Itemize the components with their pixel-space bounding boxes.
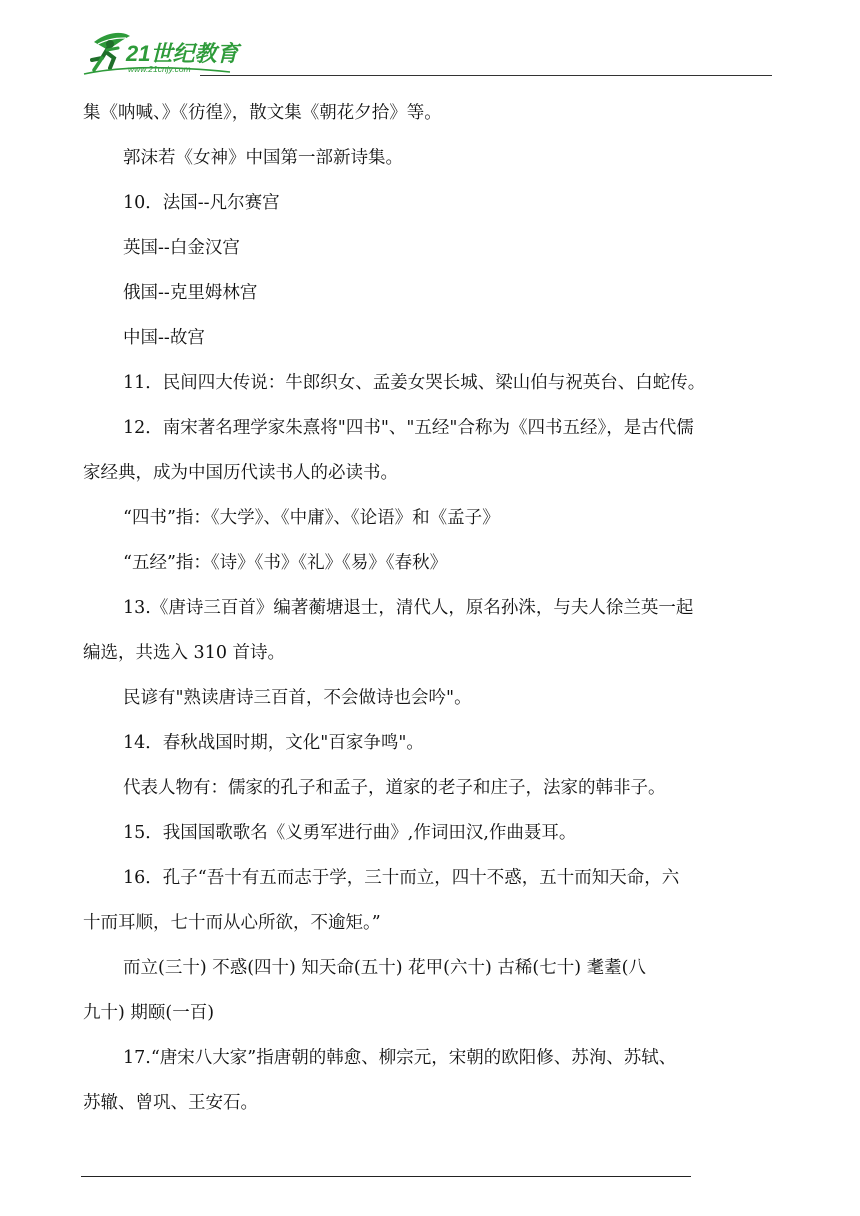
text-line: “五经”指：《诗》《书》《礼》《易》《春秋》 (123, 553, 448, 573)
runner-logo-icon (80, 30, 260, 76)
text-line: 代表人物有：儒家的孔子和孟子，道家的老子和庄子，法家的韩非子。 (123, 778, 666, 798)
logo-sub-text: www.21cnjy.com (128, 64, 191, 74)
text-line: 集《呐喊、》《彷徨》，散文集《朝花夕拾》等。 (83, 103, 442, 123)
logo (80, 30, 260, 76)
text-line: 15．我国国歌歌名《义勇军进行曲》,作词田汉,作曲聂耳。 (123, 823, 577, 843)
text-line: 郭沫若《女神》中国第一部新诗集。 (123, 148, 403, 168)
page-header (80, 30, 772, 78)
text-line: 10．法国--凡尔赛宫 (123, 193, 280, 213)
text-line: 12．南宋著名理学家朱熹将"四书"、"五经"合称为《四书五经》，是古代儒 (123, 418, 694, 438)
text-line: 11．民间四大传说：牛郎织女、孟姜女哭长城、梁山伯与祝英台、白蛇传。 (123, 373, 706, 393)
text-line: “四书”指：《大学》、《中庸》、《论语》和《孟子》 (123, 508, 500, 528)
text-line: 16．孔子“吾十有五而志于学，三十而立，四十不惑，五十而知天命，六 (123, 868, 680, 888)
text-line: 编选，共选入 310 首诗。 (83, 643, 286, 663)
text-line: 14．春秋战国时期，文化"百家争鸣"。 (123, 733, 424, 753)
text-line: 英国--白金汉宫 (123, 238, 240, 258)
text-line: 十而耳顺，七十而从心所欲，不逾矩。” (83, 913, 381, 933)
text-line: 中国--故宫 (123, 328, 205, 348)
text-line: 九十) 期颐(一百) (83, 1003, 215, 1023)
text-line: 13.《唐诗三百首》编著蘅塘退士，清代人，原名孙洙，与夫人徐兰英一起 (123, 598, 694, 618)
text-line: 家经典，成为中国历代读书人的必读书。 (83, 463, 398, 483)
footer-divider (81, 1176, 691, 1177)
header-divider (200, 75, 772, 76)
logo-main-text: 21世纪教育 (126, 41, 239, 66)
text-line: 俄国--克里姆林宫 (123, 283, 258, 303)
text-line: 苏辙、曾巩、王安石。 (83, 1093, 258, 1113)
text-line: 17.“唐宋八大家”指唐朝的韩愈、柳宗元，宋朝的欧阳修、苏洵、苏轼、 (123, 1048, 677, 1068)
text-line: 而立(三十) 不惑(四十) 知天命(五十) 花甲(六十) 古稀(七十) 耄耋(八 (123, 958, 646, 978)
text-line: 民谚有"熟读唐诗三百首，不会做诗也会吟"。 (123, 688, 472, 708)
